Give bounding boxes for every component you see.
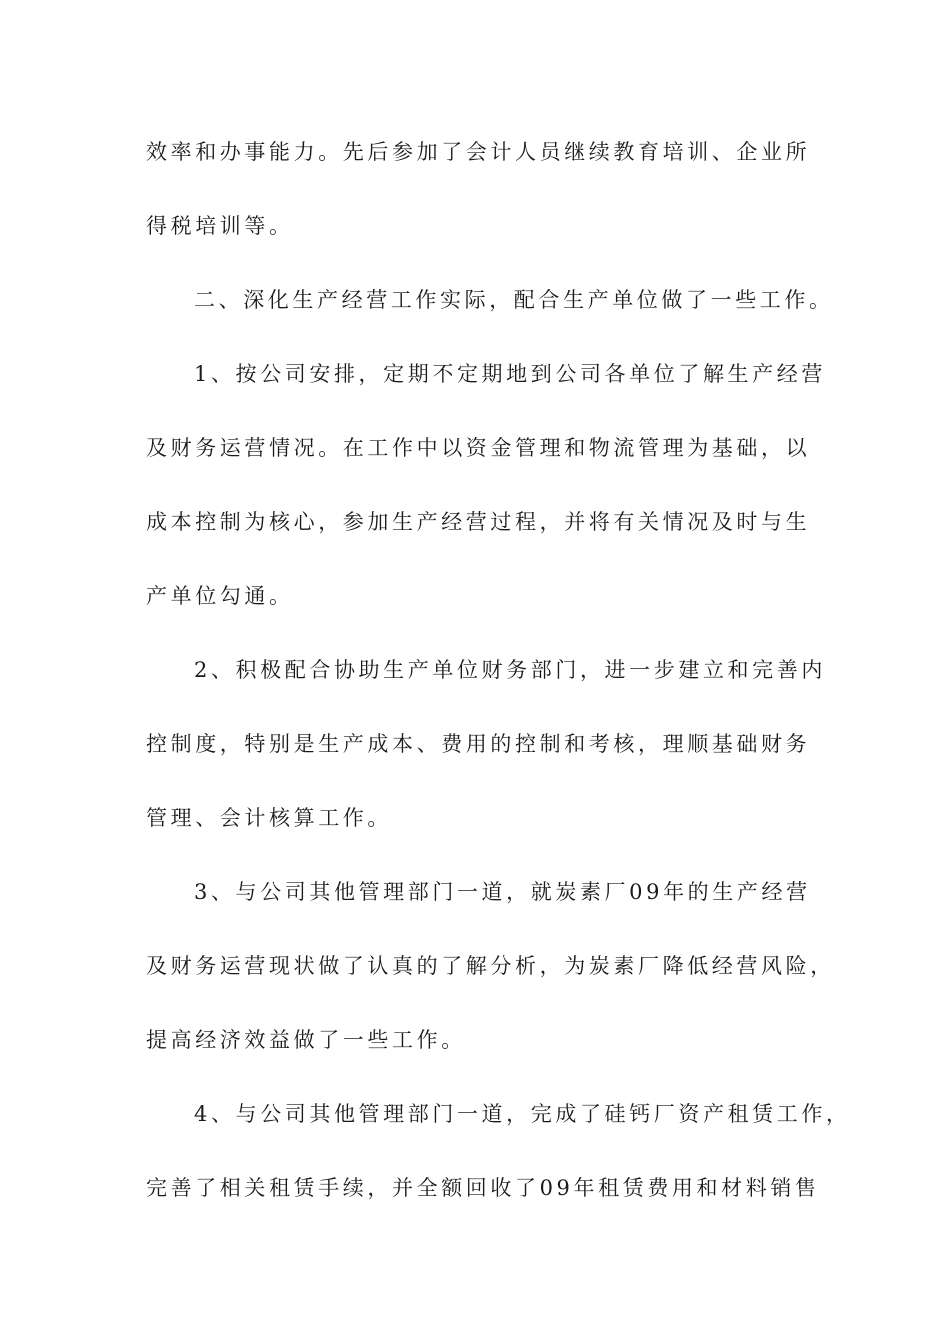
text-line: 及财务运营现状做了认真的了解分析，为炭素厂降低经营风险， bbox=[146, 954, 835, 978]
text-line: 2、积极配合协助生产单位财务部门，进一步建立和完善内 bbox=[194, 658, 826, 682]
text-line: 得税培训等。 bbox=[146, 214, 294, 238]
text-line: 3、与公司其他管理部门一道，就炭素厂09年的生产经营 bbox=[194, 880, 811, 904]
text-line: 4、与公司其他管理部门一道，完成了硅钙厂资产租赁工作， bbox=[194, 1102, 851, 1126]
text-line: 及财务运营情况。在工作中以资金管理和物流管理为基础，以 bbox=[146, 436, 811, 460]
text-line: 完善了相关租赁手续，并全额回收了09年租赁费用和材料销售 bbox=[146, 1176, 820, 1200]
text-line: 提高经济效益做了一些工作。 bbox=[146, 1028, 466, 1052]
body-text bbox=[146, 130, 851, 1240]
text-line: 管理、会计核算工作。 bbox=[146, 806, 392, 830]
text-line: 产单位勾通。 bbox=[146, 584, 294, 608]
text-line: 控制度，特别是生产成本、费用的控制和考核，理顺基础财务 bbox=[146, 732, 811, 756]
text-line: 成本控制为核心，参加生产经营过程，并将有关情况及时与生 bbox=[146, 510, 811, 534]
section-heading: 二、深化生产经营工作实际，配合生产单位做了一些工作。 bbox=[194, 288, 834, 312]
text-line: 1、按公司安排，定期不定期地到公司各单位了解生产经营 bbox=[194, 362, 826, 386]
text-line: 效率和办事能力。先后参加了会计人员继续教育培训、企业所 bbox=[146, 140, 811, 164]
